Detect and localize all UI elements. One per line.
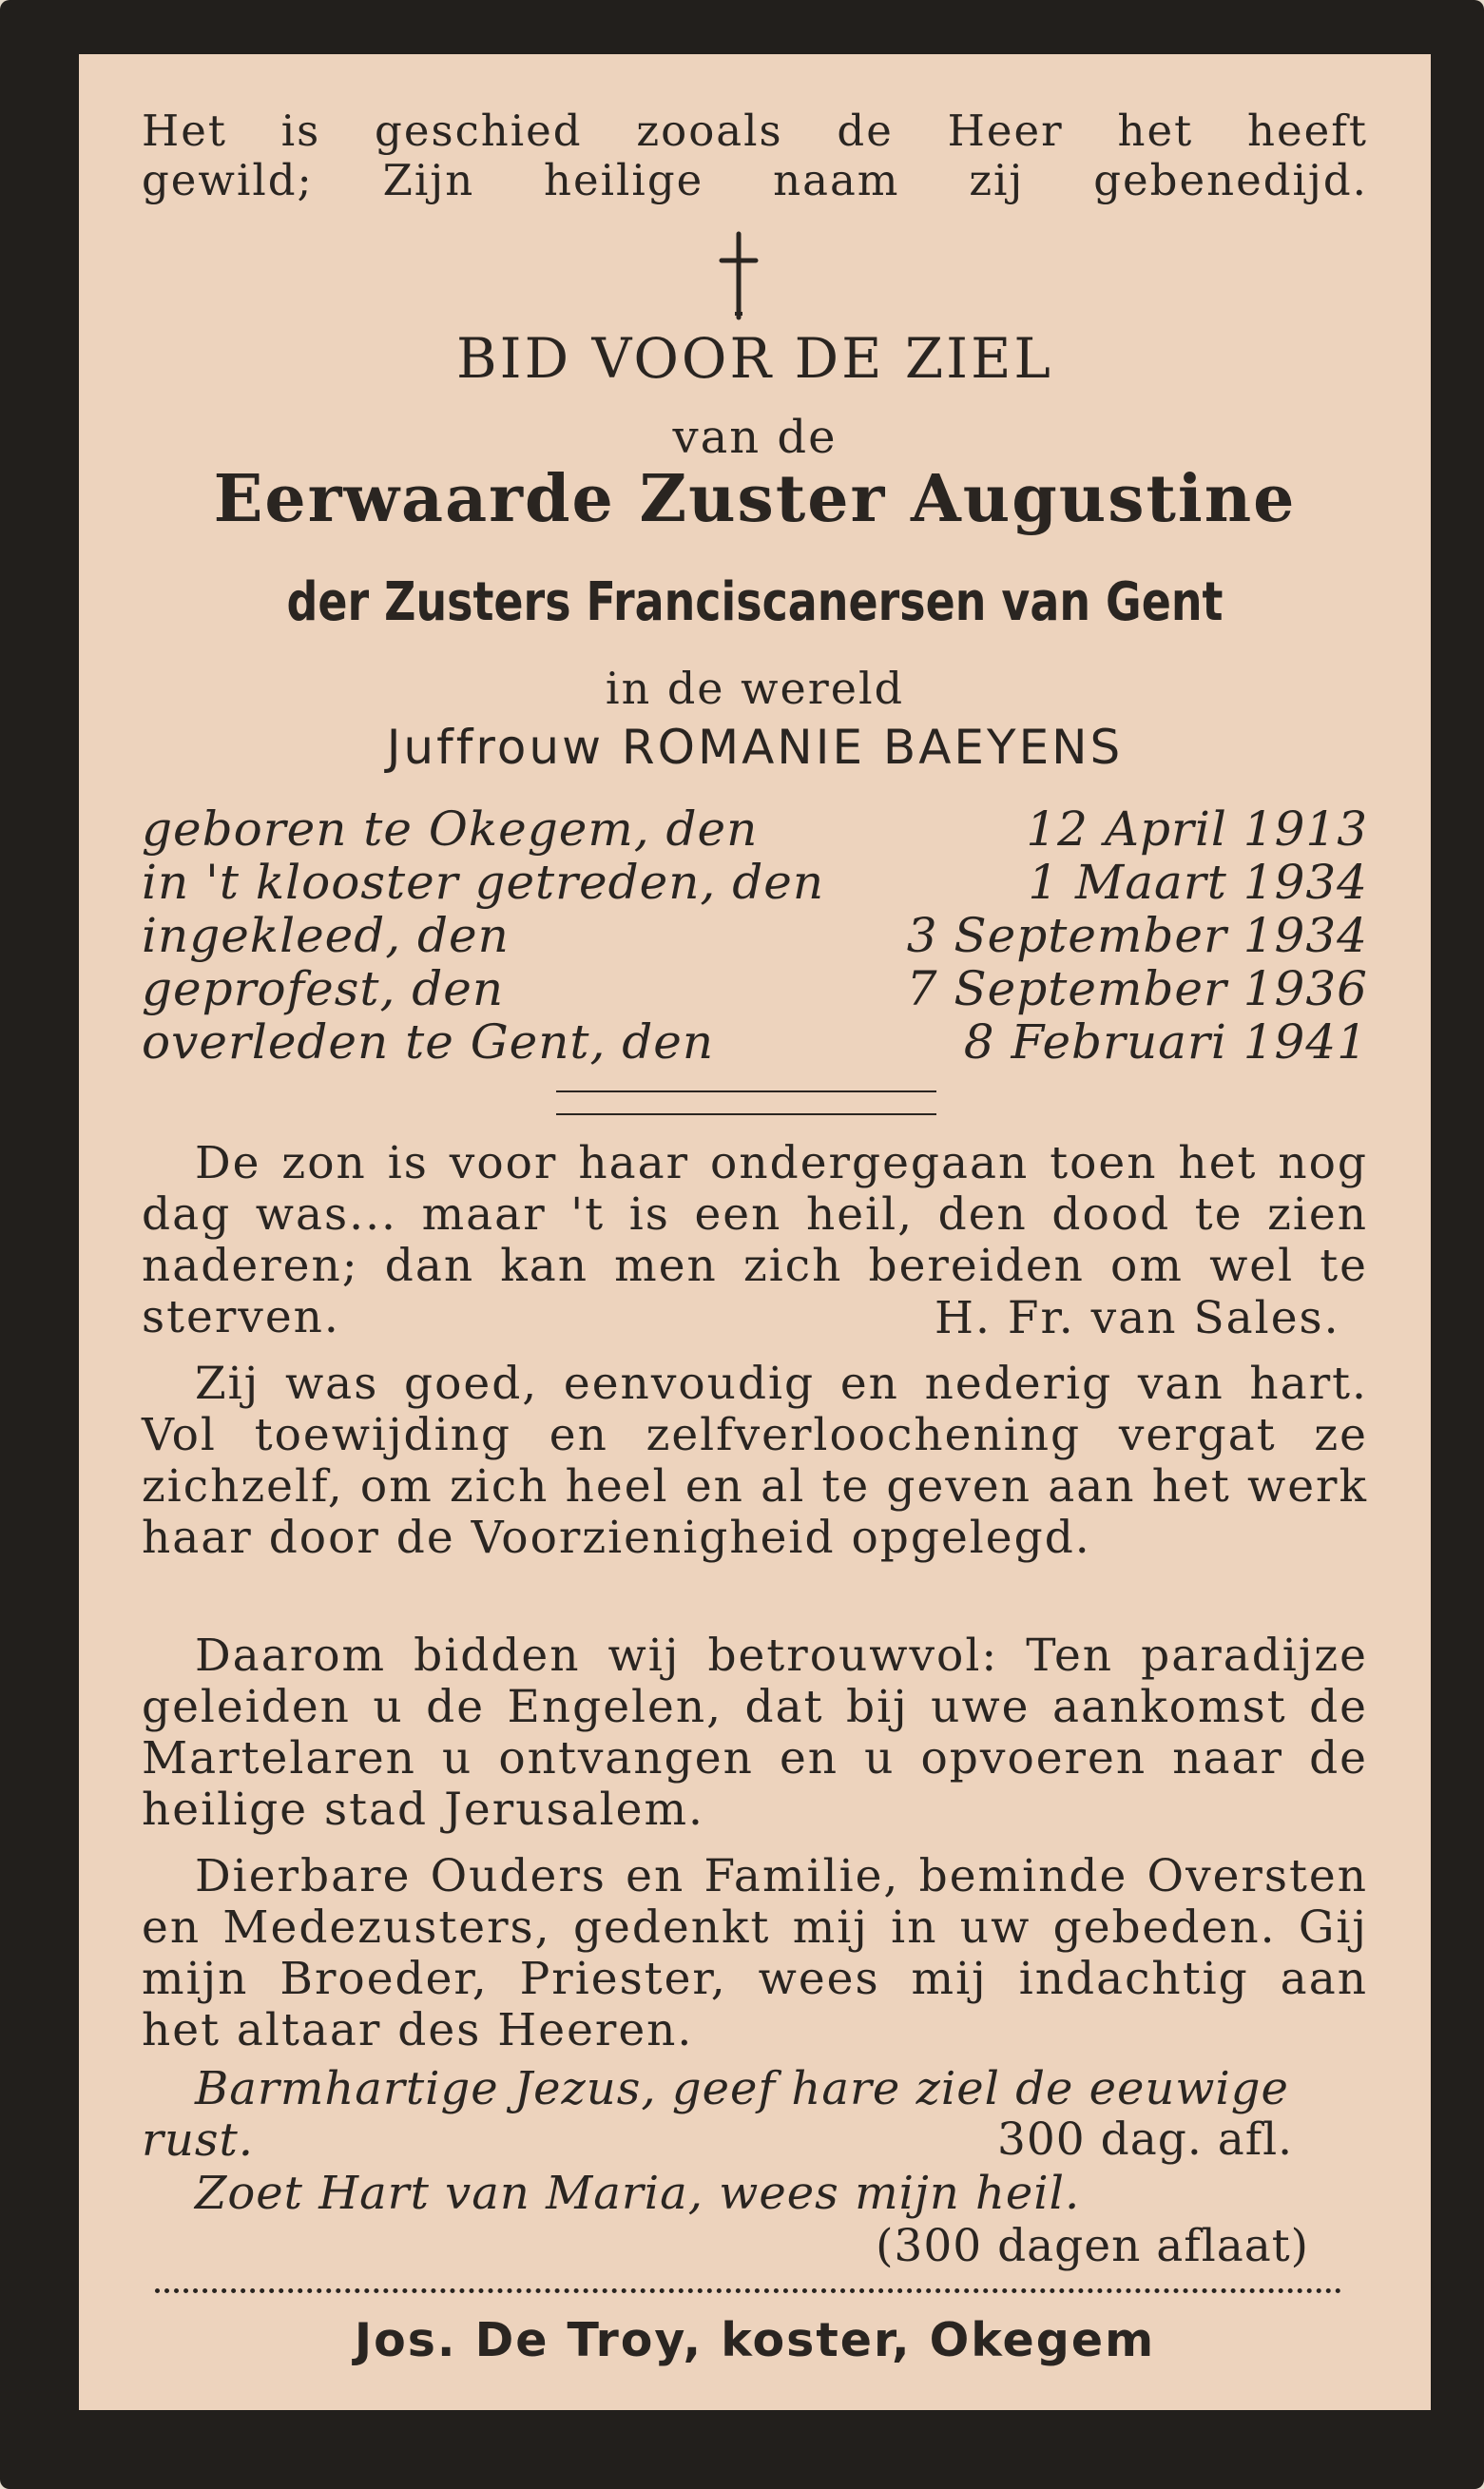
card-panel <box>79 54 1431 2410</box>
opening-line-1: Het is geschied zooals de Heer het heeft <box>142 106 1368 156</box>
indulgence-aflaat: (300 dagen aflaat) <box>876 2220 1309 2272</box>
indulgence-line-3: Zoet Hart van Maria, wees mijn heil. <box>195 2167 1081 2220</box>
cross-icon <box>710 230 767 321</box>
date-row <box>142 961 1368 1016</box>
quote-author: H. Fr. van Sales. <box>935 1292 1340 1344</box>
date-row <box>142 801 1368 857</box>
family-paragraph: Dierbare Ouders en Familie, beminde Oversten en Medezusters, gedenkt mij in uw gebeden. Gij mijn Broeder, Priester, wees mij indachtig aan het altaar des Heeren. <box>142 1850 1368 2056</box>
date-value: 8 Februari 1941 <box>963 1014 1368 1070</box>
date-label: overleden te Gent, den <box>142 1014 715 1070</box>
date-label: geprofest, den <box>142 961 505 1016</box>
opening-line-2: gewild; Zijn heilige naam zij gebenedijd. <box>142 155 1368 205</box>
divider-rule-top <box>556 1090 936 1092</box>
van-de: van de <box>672 411 838 464</box>
divider-rule-bottom <box>556 1113 936 1115</box>
in-de-wereld: in de wereld <box>605 663 905 714</box>
dotted-divider <box>155 2288 1341 2293</box>
deceased-name: Eerwaarde Zuster Augustine <box>213 461 1297 537</box>
date-label: ingekleed, den <box>142 908 510 963</box>
virtue-paragraph: Zij was goed, eenvoudig en nederig van hart. Vol toewijding en zelfverloochening vergat ze zichzelf, om zich heel en al te geven aan het werk haar door de Voorzienigheid opgelegd. <box>142 1358 1368 1564</box>
date-row <box>142 855 1368 910</box>
date-value: 7 September 1936 <box>906 961 1368 1016</box>
date-row <box>142 1014 1368 1070</box>
bid-voor-de-ziel: BID VOOR DE ZIEL <box>456 326 1053 391</box>
quote-paragraph: De zon is voor haar ondergegaan toen het nog dag was... maar 't is een heil, den dood te zien naderen; dan kan men zich bereiden om wel te sterven. <box>142 1137 1368 1343</box>
date-label: in 't klooster getreden, den <box>142 855 825 910</box>
prayer-paragraph: Daarom bidden wij betrouwvol: Ten paradijze geleiden u de Engelen, dat bij uwe aankomst de Martelaren u ontvangen en u opvoeren naar de heilige stad Jerusalem. <box>142 1630 1368 1836</box>
date-label: geboren te Okegem, den <box>142 801 759 857</box>
religious-order: der Zusters Franciscanersen van Gent <box>286 571 1224 633</box>
printer-credit: Jos. De Troy, koster, Okegem <box>354 2313 1156 2367</box>
date-value: 1 Maart 1934 <box>1028 855 1368 910</box>
date-value: 12 April 1913 <box>1026 801 1368 857</box>
date-row <box>142 908 1368 963</box>
indulgence-line-2: rust. <box>142 2113 255 2167</box>
date-value: 3 September 1934 <box>906 908 1368 963</box>
civil-name: Juffrouw ROMANIE BAEYENS <box>386 720 1124 775</box>
indulgence-line-1: Barmhartige Jezus, geef hare ziel de eeuwige <box>195 2062 1289 2115</box>
indulgence-days: 300 dag. afl. <box>997 2113 1294 2166</box>
